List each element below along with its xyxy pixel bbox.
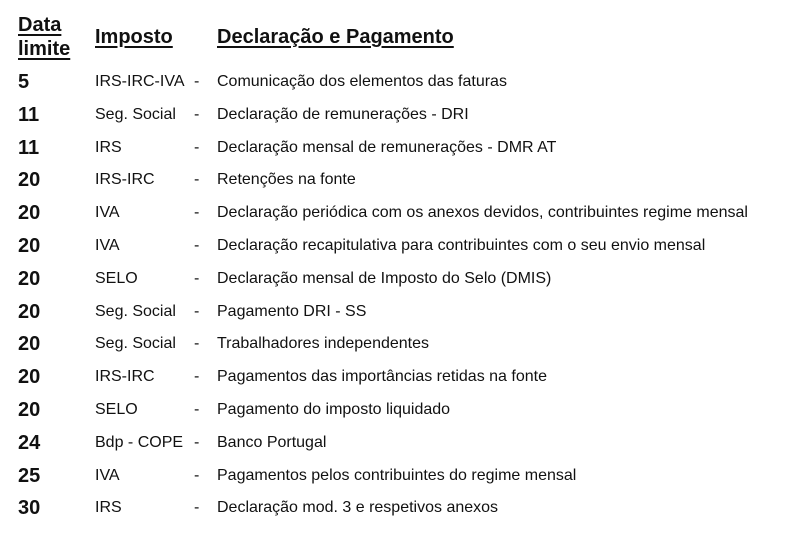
header-declaration: Declaração e Pagamento xyxy=(217,26,454,48)
deadline-row xyxy=(0,329,800,362)
obligation-description: Retenções na fonte xyxy=(217,171,356,189)
obligation-description: Trabalhadores independentes xyxy=(217,335,430,353)
row-separator: - xyxy=(194,236,200,254)
obligation-description: Declaração mensal de Imposto do Selo (DMIS) xyxy=(217,269,552,287)
tax-type: IRS-IRC-IVA xyxy=(95,73,185,90)
row-separator: - xyxy=(194,400,200,418)
row-separator: - xyxy=(194,269,200,287)
deadline-row xyxy=(0,297,800,330)
deadline-row xyxy=(0,264,800,297)
row-separator: - xyxy=(194,335,200,353)
deadline-row xyxy=(0,165,800,198)
deadline-day: 11 xyxy=(18,103,40,126)
row-separator: - xyxy=(194,499,200,517)
deadline-day: 11 xyxy=(18,136,40,159)
row-separator: - xyxy=(194,433,200,451)
deadline-day: 20 xyxy=(18,366,41,389)
obligation-description: Banco Portugal xyxy=(217,433,327,451)
deadline-day: 25 xyxy=(18,464,41,487)
tax-type: SELO xyxy=(95,269,138,287)
deadline-row xyxy=(0,428,800,461)
tax-type: IRS xyxy=(95,138,122,156)
header-date-limit: Data limite xyxy=(18,14,71,60)
deadline-day: 5 xyxy=(18,71,30,93)
obligation-description: Declaração de remunerações - DRI xyxy=(217,105,469,123)
tax-type: IVA xyxy=(95,204,120,222)
deadline-row xyxy=(0,461,800,494)
deadline-row xyxy=(0,362,800,395)
obligation-description: Declaração recapitulativa para contribuintes com o seu envio mensal xyxy=(217,236,706,254)
tax-type: Seg. Social xyxy=(95,105,176,123)
deadline-day: 20 xyxy=(18,169,41,192)
tax-type: IRS-IRC xyxy=(95,368,155,386)
deadline-row xyxy=(0,100,800,133)
deadline-row xyxy=(0,493,800,526)
tax-type: Bdp - COPE xyxy=(95,433,184,451)
row-separator: - xyxy=(194,204,200,222)
deadline-row xyxy=(0,395,800,428)
deadline-day: 24 xyxy=(18,431,41,454)
header-tax: Imposto xyxy=(95,26,173,48)
deadline-day: 20 xyxy=(18,398,41,421)
row-separator: - xyxy=(194,105,200,123)
obligation-description: Declaração periódica com os anexos devidos, contribuintes regime mensal xyxy=(217,204,748,222)
deadline-row xyxy=(0,231,800,264)
tax-type: IVA xyxy=(95,466,120,484)
deadline-day: 20 xyxy=(18,202,41,225)
tax-type: Seg. Social xyxy=(95,302,176,320)
tax-type: IRS xyxy=(95,499,122,517)
row-separator: - xyxy=(194,466,200,484)
deadline-list xyxy=(0,67,800,526)
deadline-day: 20 xyxy=(18,333,41,356)
row-separator: - xyxy=(194,138,200,156)
obligation-description: Declaração mod. 3 e respetivos anexos xyxy=(217,499,499,517)
deadline-row xyxy=(0,67,800,100)
row-separator: - xyxy=(194,171,200,189)
deadline-row xyxy=(0,198,800,231)
deadline-day: 30 xyxy=(18,497,41,520)
tax-type: SELO xyxy=(95,400,138,418)
row-separator: - xyxy=(194,302,200,320)
row-separator: - xyxy=(194,73,200,90)
deadline-day: 20 xyxy=(18,234,41,257)
deadline-day: 20 xyxy=(18,267,41,290)
obligation-description: Pagamento DRI - SS xyxy=(217,302,367,320)
tax-type: Seg. Social xyxy=(95,335,176,353)
obligation-description: Comunicação dos elementos das faturas xyxy=(217,73,507,90)
obligation-description: Pagamento do imposto liquidado xyxy=(217,400,451,418)
row-separator: - xyxy=(194,368,200,386)
obligation-description: Pagamentos das importâncias retidas na fonte xyxy=(217,368,547,386)
deadline-row xyxy=(0,133,800,166)
obligation-description: Pagamentos pelos contribuintes do regime mensal xyxy=(217,466,577,484)
deadline-day: 20 xyxy=(18,300,41,323)
tax-type: IRS-IRC xyxy=(95,171,155,189)
obligation-description: Declaração mensal de remunerações - DMR AT xyxy=(217,138,557,156)
tax-type: IVA xyxy=(95,236,120,254)
